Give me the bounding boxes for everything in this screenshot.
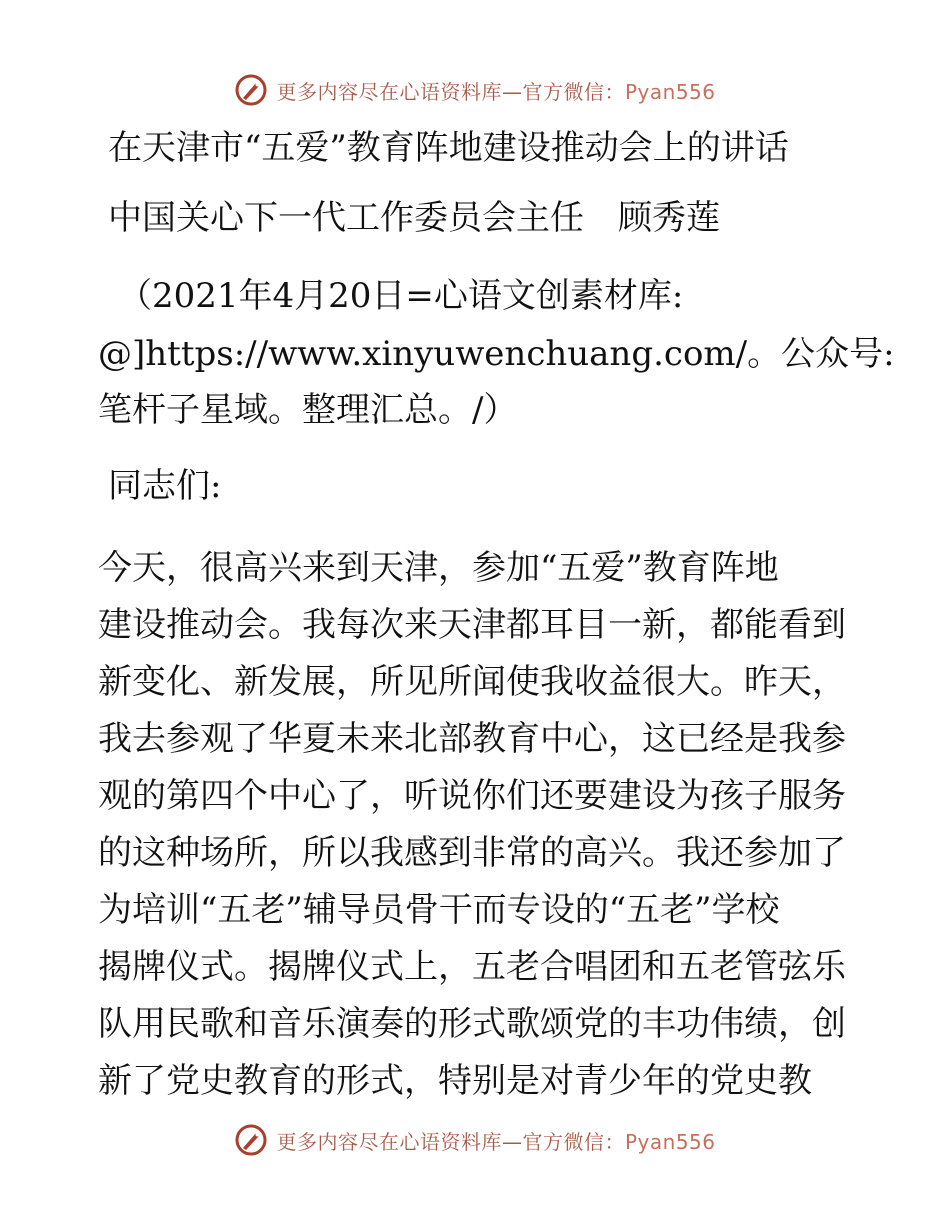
paragraph-line: 新变化、新发展，所见所闻使我收益很大。昨天， (98, 662, 846, 702)
date-source-line-1: （2021年4月20日=心语文创素材库: (118, 276, 684, 316)
speech-paragraph (98, 540, 858, 1110)
greeting: 同志们: (108, 466, 222, 506)
watermark-main: 更多内容尽在心语资料库—官方微信： (276, 1129, 625, 1154)
watermark-text (276, 76, 715, 105)
paragraph-line: 今天，很高兴来到天津，参加“五爱”教育阵地 (98, 548, 779, 588)
paragraph-line: 为培训“五老”辅导员骨干而专设的“五老”学校 (98, 890, 780, 930)
paragraph-line: 建设推动会。我每次来天津都耳目一新，都能看到 (98, 605, 846, 645)
paragraph-line: 队用民歌和音乐演奏的形式歌颂党的丰功伟绩，创 (98, 1004, 846, 1044)
pen-nib-circle-icon (234, 1123, 268, 1157)
date-source-line-2: @]https://www.xinyuwenchuang.com/。公众号: (98, 334, 895, 374)
paragraph-line: 观的第四个中心了，听说你们还要建设为孩子服务 (98, 776, 846, 816)
watermark-text (276, 1126, 715, 1155)
author-line: 中国关心下一代工作委员会主任 顾秀莲 (108, 198, 720, 238)
paragraph-line: 我去参观了华夏未来北部教育中心，这已经是我参 (98, 719, 846, 759)
paragraph-line: 新了党史教育的形式，特别是对青少年的党史教 (98, 1061, 812, 1101)
watermark-footer (0, 1120, 950, 1160)
paragraph-line: 揭牌仪式。揭牌仪式上，五老合唱团和五老管弦乐 (98, 947, 846, 987)
watermark-main: 更多内容尽在心语资料库—官方微信： (276, 79, 625, 104)
watermark-header (0, 70, 950, 110)
watermark-wechat-id: Pyan556 (624, 79, 716, 104)
date-source-line-3: 笔杆子星域。整理汇总。/） (98, 390, 518, 430)
watermark-wechat-id: Pyan556 (624, 1129, 716, 1154)
paragraph-line: 的这种场所，所以我感到非常的高兴。我还参加了 (98, 833, 846, 873)
pen-nib-circle-icon (234, 73, 268, 107)
document-title: 在天津市“五爱”教育阵地建设推动会上的讲话 (108, 128, 789, 168)
